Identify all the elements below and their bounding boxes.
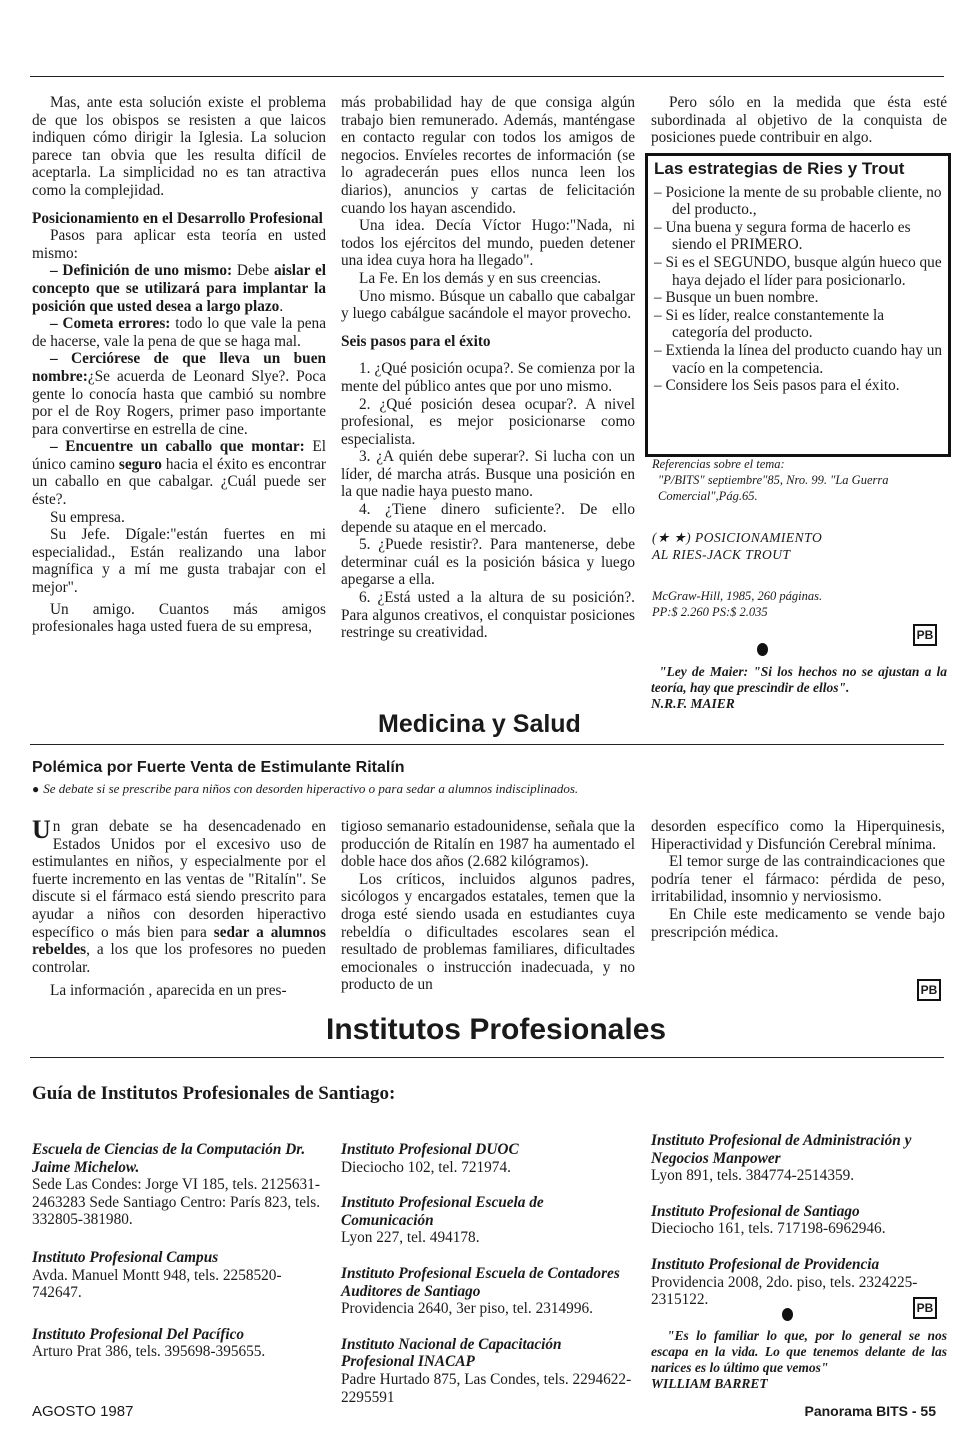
institute-name: Instituto Profesional de Providencia	[651, 1255, 880, 1273]
institute-name: Instituto Profesional de Santiago	[651, 1202, 860, 1220]
paragraph	[32, 438, 326, 508]
institute-entry	[651, 1203, 947, 1238]
article-column-1	[32, 94, 326, 636]
text: , a los que los profesores no pueden controlar.	[32, 941, 326, 976]
institute-detail: Avda. Manuel Montt 948, tels. 2258520-742647.	[32, 1266, 282, 1302]
bold-lead: – Cometa errores:	[50, 315, 171, 333]
barret-quote	[651, 1328, 947, 1392]
pb-logo: PB	[917, 979, 941, 1001]
section-rule	[30, 1057, 944, 1058]
paragraph: Pero sólo en la medida que ésta esté subordinada al objetivo de la conquista de posiciones puede contribuir en algo.	[651, 94, 947, 147]
article-column-3	[651, 94, 947, 147]
strategies-box	[645, 153, 951, 457]
deck	[32, 781, 578, 797]
institute-entry	[341, 1194, 635, 1247]
list-item: – Extienda la línea del producto cuando hay un vacío en la competencia.	[654, 341, 942, 377]
list-item: – Posicione la mente de su probable cliente, no del producto.,	[654, 183, 942, 219]
subheading: Posicionamiento en el Desarrollo Profesional	[32, 209, 323, 227]
book-authors: AL RIES-JACK TROUT	[652, 547, 791, 562]
subheading: Seis pasos para el éxito	[341, 332, 491, 350]
paragraph	[32, 350, 326, 438]
list-item: – Una buena y segura forma de hacerlo es siendo el PRIMERO.	[654, 218, 911, 254]
paragraph	[32, 815, 327, 976]
institute-name: Instituto Profesional de Administración y Negocios Manpower	[651, 1132, 912, 1167]
institute-detail: Lyon 227, tel. 494178.	[341, 1229, 480, 1247]
bullet-dot	[757, 643, 768, 656]
footer-date: AGOSTO 1987	[32, 1403, 134, 1420]
institutos-column-1	[32, 1141, 326, 1379]
paragraph	[32, 315, 326, 350]
drop-cap: U	[32, 815, 51, 844]
top-rule	[30, 76, 944, 77]
pb-logo: PB	[913, 624, 937, 646]
list-item: – Considere los Seis pasos para el éxito.	[654, 377, 900, 395]
paragraph: Su Jefe. Dígale:"están fuertes en mi especialidad., Están realizando una labor magnífica y a mí me gusta trabajar con el mejor".	[32, 526, 326, 597]
step: 6. ¿Está usted a la altura de su posición?. Para algunos creativos, el conquistar posiciones restringe su creatividad.	[341, 589, 635, 642]
institute-detail: Arturo Prat 386, tels. 395698-395655.	[32, 1343, 266, 1361]
institute-name: Instituto Profesional Campus	[32, 1248, 219, 1266]
paragraph: Pasos para aplicar esta teoría en usted mismo:	[32, 227, 326, 262]
text: El único camino	[32, 438, 327, 473]
bold-lead: – Cerciórese de que lleva un buen nombre:	[32, 350, 326, 385]
institute-entry	[651, 1132, 947, 1185]
article-column-2	[341, 94, 635, 642]
institute-name: Instituto Nacional de Capacitación Profesional INACAP	[341, 1335, 562, 1371]
step: 1. ¿Qué posición ocupa?. Se comienza por la mente del público antes que por uno mismo.	[341, 360, 635, 395]
institute-name: Instituto Profesional Del Pacífico	[32, 1325, 245, 1343]
institute-entry	[341, 1336, 635, 1406]
text: .	[279, 297, 284, 315]
institute-entry	[651, 1256, 947, 1309]
step: 3. ¿A quién debe superar?. Si lucha con un líder, dé marcha atrás. Busque una posición en la que nadie haya puesto mano.	[341, 448, 635, 501]
institute-entry	[32, 1141, 326, 1229]
paragraph: Los críticos, incluidos algunos padres, sicólogos y encargados estatales, temen que la droga esté siendo usada en estudiantes cuya rebeldía o dificultades escolares sean el resultado de problemas familiares, dificultades emocionales o instrucción inadecuada, y no producto de un	[341, 870, 635, 994]
institute-detail: Lyon 891, tels. 384774-2514359.	[651, 1167, 855, 1185]
strategies-list	[654, 184, 942, 395]
publisher-info	[652, 588, 948, 620]
bullet-dot	[782, 1308, 793, 1321]
quote-text: "Es lo familiar lo que, por lo general se nos escapa en la vida. Lo que tenemos delante de las narices es lo último que vemos"	[651, 1328, 947, 1375]
paragraph: En Chile este medicamento se vende bajo prescripción médica.	[651, 905, 945, 941]
text: n gran debate se ha desencadenado en Estados Unidos por el excesivo uso de estimulantes en niños, y especialmente por el fuerte incremento en las ventas de "Ritalín". Se discute si el fármaco está siendo prescrito para ayudar a niños con desorden hiperactivo específico o más bien para	[32, 818, 326, 941]
publisher: McGraw-Hill, 1985, 260 páginas.	[652, 589, 823, 603]
text: Debe	[232, 262, 270, 280]
institutos-column-3	[651, 1132, 947, 1327]
institute-detail: Padre Hurtado 875, Las Condes, tels. 2294622-2295591	[341, 1370, 632, 1406]
medicina-column-1	[32, 815, 327, 1000]
text: todo lo que vale la pena de hacerse, vale la pena de que se haga mal.	[32, 315, 326, 350]
institute-detail: Sede Las Condes: Jorge VI 185, tels. 2125631- 2463283 Sede Santiago Centro: París 823, tels. 332805-381980.	[32, 1176, 321, 1229]
book-info	[652, 529, 948, 563]
step: 5. ¿Puede resistir?. Para mantenerse, debe determinar cuál es la posición básica y luego apegarse a ella.	[341, 536, 635, 589]
institute-name: Instituto Profesional Escuela de Contadores Auditores de Santiago	[341, 1264, 620, 1300]
institute-entry	[341, 1141, 635, 1176]
institute-entry	[32, 1326, 326, 1361]
footer-page: Panorama BITS - 55	[804, 1403, 936, 1419]
institute-name: Instituto Profesional Escuela de Comunicación	[341, 1194, 544, 1229]
institute-entry	[32, 1249, 326, 1302]
maier-quote	[651, 664, 947, 712]
institutos-column-2	[341, 1141, 635, 1424]
quote-author: N.R.F. MAIER	[651, 696, 735, 711]
text: ¿Se acuerda de Leonard Slye?. Poca gente lo conocía hasta que cambió su nombre por el de Roy Rogers, primer paso importante para convertirse en estrella de cine.	[32, 367, 326, 438]
bold-lead: – Encuentre un caballo que montar:	[50, 438, 305, 456]
paragraph: tigioso semanario estadounidense, señala que la producción de Ritalín en 1987 ha aumentado el doble hace dos años (2.682 kilógramos).	[341, 818, 635, 871]
medicina-column-2	[341, 818, 635, 994]
institute-detail: Dieciocho 102, tel. 721974.	[341, 1158, 511, 1176]
paragraph: Su empresa.	[50, 508, 125, 526]
institutos-heading: Guía de Institutos Profesionales de Santiago:	[32, 1083, 396, 1104]
quote-author: WILLIAM BARRET	[651, 1376, 768, 1391]
paragraph: Mas, ante esta solución existe el problema de que los obispos se resisten a que laicos indiquen cómo dirigir la Iglesia. La solucion parece tan obvia que les resulta difícil de aceptarla. La simplicidad no es tan atractiva como la complejidad.	[32, 94, 326, 199]
paragraph: Un amigo. Cuantos más amigos profesionales haga usted fuera de su empresa,	[32, 600, 326, 636]
text: hacia el éxito es encontrar un caballo en que cabalgar. ¿Cuál puede ser éste?.	[32, 455, 326, 509]
section-rule	[30, 744, 944, 745]
references-source: "P/BITS" septiembre"85, Nro. 99. "La Guerra Comercial",Pág.65.	[658, 473, 889, 503]
medicina-column-3	[651, 818, 945, 941]
references	[652, 456, 948, 504]
paragraph: más probabilidad hay de que consiga algún trabajo bien remunerado. Además, manténgase en contacto regular con todos los amigos de negocios. Envíeles recortes de información (se lo agradecerán pues ellos nunca leen los diarios), anuncios y cartas de felicitación cuando los hayan ascendido.	[341, 94, 635, 217]
pb-logo: PB	[913, 1297, 937, 1319]
section-title-medicina: Medicina y Salud	[378, 710, 581, 738]
step: 2. ¿Qué posición desea ocupar?. A nivel profesional, es mejor posicionarse como especialista.	[341, 395, 635, 448]
institute-detail: Dieciocho 161, tels. 717198-6962946.	[651, 1220, 886, 1238]
step: 4. ¿Tiene dinero suficiente?. De ello depende su ataque en el mercado.	[341, 501, 635, 536]
book-title: (★ ★) POSICIONAMIENTO	[652, 530, 823, 545]
list-item: – Busque un buen nombre.	[654, 289, 819, 307]
prices: PP:$ 2.260 PS:$ 2.035	[652, 605, 768, 619]
bold-lead: – Definición de uno mismo:	[50, 262, 233, 280]
bullet-icon: ●	[32, 782, 40, 796]
institute-entry	[341, 1265, 635, 1318]
institute-name: Instituto Profesional DUOC	[341, 1141, 519, 1158]
paragraph: La información , aparecida en un pres-	[50, 982, 287, 1000]
bold-text: seguro	[118, 455, 162, 473]
institute-detail: Providencia 2640, 3er piso, tel. 2314996.	[341, 1300, 593, 1318]
institute-name: Escuela de Ciencias de la Computación Dr. Jaime Michelow.	[32, 1141, 306, 1176]
section-title-institutos: Institutos Profesionales	[326, 1013, 667, 1046]
box-title: Las estrategias de Ries y Trout	[654, 159, 905, 178]
paragraph: El temor surge de las contraindicaciones que podría tener el fármaco: pérdida de peso, irritabilidad, insomnio y nerviosismo.	[651, 853, 945, 906]
paragraph: Una idea. Decía Víctor Hugo:"Nada, ni todos los ejércitos del mundo, pueden detener una idea cuya hora ha llegado".	[341, 217, 635, 270]
paragraph: La Fe. En los demás y en sus creencias.	[359, 269, 602, 287]
headline: Polémica por Fuerte Venta de Estimulante Ritalín	[32, 759, 405, 776]
paragraph	[32, 262, 326, 315]
paragraph: Uno mismo. Búsque un caballo que cabalgar y luego cabálgue sacándole el mayor provecho.	[341, 287, 635, 323]
references-label: Referencias sobre el tema:	[652, 457, 785, 471]
institute-detail: Providencia 2008, 2do. piso, tels. 2324225-2315122.	[651, 1273, 918, 1309]
list-item: – Si es líder, realce constantemente la categoría del producto.	[654, 306, 885, 342]
quote-text: "Ley de Maier: "Si los hechos no se ajustan a la teoría, hay que prescindir de ellos".	[651, 664, 947, 695]
paragraph: desorden específico como la Hiperquinesis, Hiperactividad y Disfunción Cerebral mínima.	[651, 818, 945, 853]
bold-text: sedar a alumnos rebeldes	[32, 923, 327, 959]
deck-text: Se debate si se prescribe para niños con desorden hiperactivo o para sedar a alumnos indisciplinados.	[43, 781, 579, 796]
list-item: – Si es el SEGUNDO, busque algún hueco que haya dejado el líder para posicionarlo.	[654, 253, 942, 289]
bold-text: aislar el concepto que se utilizará para implantar la posición que usted desea a largo plazo	[32, 262, 326, 315]
